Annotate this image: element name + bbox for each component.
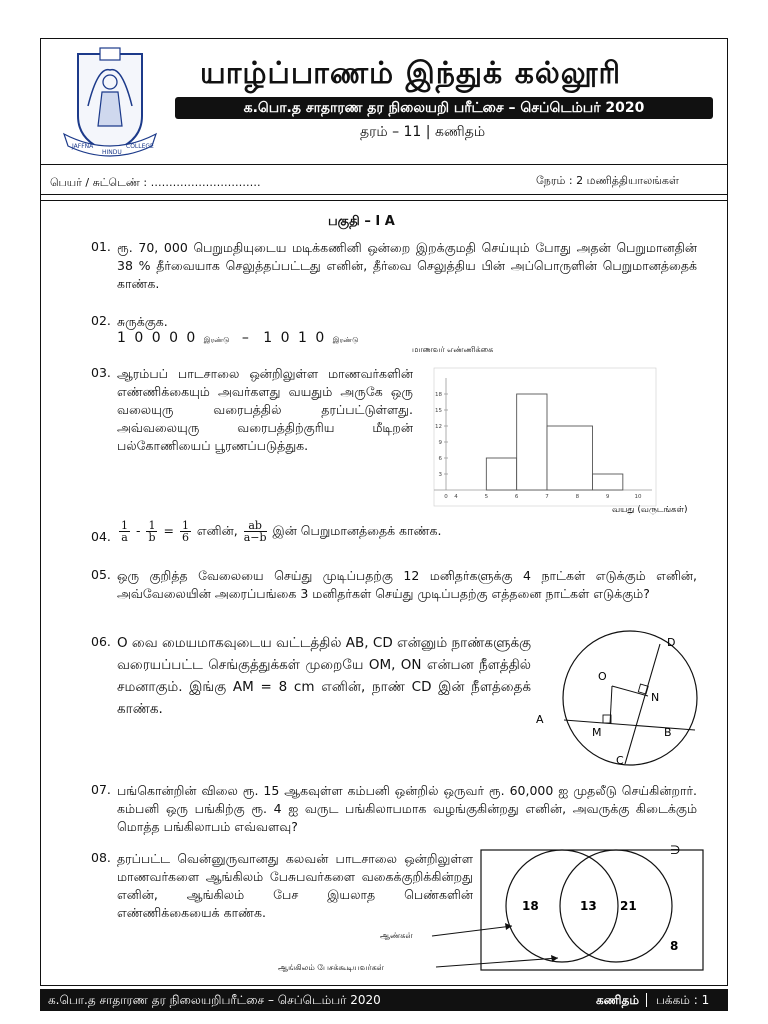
histogram-bar xyxy=(486,458,516,490)
school-name: யாழ்ப்பாணம் இந்துக் கல்லூரி xyxy=(200,56,622,91)
x-tick-label: 6 xyxy=(514,494,519,500)
arrow1 xyxy=(432,926,512,936)
histogram-ylabel: மாணவர் எண்ணிக்கை xyxy=(412,345,494,354)
q2-expression xyxy=(117,330,358,346)
q4-frac-3: $\frac{1}{6}$ xyxy=(181,519,189,544)
label-c: C xyxy=(616,754,624,767)
q3-text: ஆரம்பப் பாடசாலை ஒன்றிலுள்ள மாணவர்களின் எண்ணிக்கையும் அவர்களது வயதும் அருகே ஒரு வலையுரு வரைபத்தில் தரப்பட்டுள்ளது. அவ்வலையுரு வரைபத்திற்குரிய மீடிறன் பல்கோணியைப் பூரணப்படுத்துக. xyxy=(117,366,413,453)
time-label: நேரம் : 2 மணித்தியாலங்கள் xyxy=(536,174,679,187)
q4-frac-4: $\frac{ab}{a-b}$ xyxy=(243,519,267,544)
histogram-bar xyxy=(517,394,547,490)
label-a: A xyxy=(536,713,544,726)
q1-number: 01. xyxy=(91,239,111,254)
histogram-bar xyxy=(593,474,623,490)
q2-number: 02. xyxy=(91,313,111,328)
q4-number: 04. xyxy=(91,529,111,544)
venn-both-value: 13 xyxy=(580,899,597,913)
crest-text-mid: HINDU xyxy=(102,149,122,156)
name-field-label[interactable]: பெயர் / சுட்டெண் : ………………………… xyxy=(50,176,261,189)
venn-left-value: 18 xyxy=(522,899,539,913)
footer-left: க.பொ.த சாதாரண தர நிலையறிபரீட்சை – செப்டெம்பர் 2020 xyxy=(48,993,381,1007)
set-english xyxy=(560,850,672,962)
q7-text: பங்கொன்றின் விலை ரூ. 15 ஆகவுள்ள கம்பனி ஒன்றில் ஒருவர் ரூ. 60,000 ஐ முதலீடு செய்கின்றார். கம்பனி ஒரு பங்கிற்கு ரூ. 4 ஐ வருட பங்கிலாபமாக வழங்குகின்றது எனின், அவருக்கு கிடைக்கும் மொத்த பங்கிலாபம் எவ்வளவு? xyxy=(117,783,697,834)
x-tick-label: 7 xyxy=(545,494,549,500)
x-tick-label: 8 xyxy=(575,494,580,500)
q2-expr-a: 1 0 0 0 0 xyxy=(117,330,198,346)
exam-title: க.பொ.த சாதாரண தர நிலையறி பரீட்சை – செப்டெம்பர் 2020 xyxy=(175,97,713,119)
venn-outside-value: 8 xyxy=(670,939,679,953)
footer-bar xyxy=(40,989,728,1011)
q8-number: 08. xyxy=(91,850,111,865)
x-tick-label: 9 xyxy=(605,494,610,500)
q2-base-a: இரண்டு xyxy=(203,336,230,344)
label-o: O xyxy=(598,670,607,683)
q7-number: 07. xyxy=(91,782,111,797)
y-tick-label: 18 xyxy=(435,392,442,398)
q2-minus: – xyxy=(241,330,251,346)
y-tick-label: 12 xyxy=(435,424,442,430)
grade-subject: தரம் – 11 | கணிதம் xyxy=(360,124,486,140)
q5-number: 05. xyxy=(91,567,111,582)
q4-op-2: = xyxy=(163,523,174,538)
footer-subject: கணிதம் xyxy=(596,993,639,1007)
arrow2-label: ஆங்கிலம் பேசக்கூடியவர்கள் xyxy=(278,963,384,972)
school-crest-icon xyxy=(58,46,162,158)
q6-number: 06. xyxy=(91,634,111,649)
segment-on xyxy=(612,686,648,696)
arrow1-label: ஆண்கள் xyxy=(380,931,413,940)
chord-ab xyxy=(564,720,695,730)
section-title: பகுதி – I A xyxy=(328,214,395,229)
chord-cd xyxy=(625,644,660,764)
q4-mid: எனின், xyxy=(196,523,238,538)
x-tick-label: 10 xyxy=(634,494,642,500)
q2-base-b: இரண்டு xyxy=(332,336,359,344)
y-tick-label: 15 xyxy=(435,408,442,414)
footer-page: பக்கம் : 1 xyxy=(656,993,710,1007)
q4-frac-1: $\frac{1}{a}$ xyxy=(121,519,128,544)
q5-text: ஒரு குறித்த வேலையை செய்து முடிப்பதற்கு 12 மனிதர்களுக்கு 4 நாட்கள் எடுக்கும் எனின், அவ்வேலையின் அரைப்பங்கை 3 மனிதர்கள் செய்து முடிப்பதற்கு எத்தனை நாட்கள் எடுக்கும்? xyxy=(117,568,697,601)
arrow2 xyxy=(436,958,558,967)
histogram-xlabel: வயது (வருடங்கள்) xyxy=(612,505,688,515)
info-divider-2 xyxy=(40,200,728,201)
header-divider xyxy=(40,164,728,165)
label-b: B xyxy=(664,726,672,739)
q3-number: 03. xyxy=(91,365,111,380)
x-tick-label: 0 xyxy=(444,494,448,500)
y-tick-label: 6 xyxy=(438,456,442,462)
q4-frac-2: $\frac{1}{b}$ xyxy=(148,519,156,544)
label-n: N xyxy=(651,691,660,704)
venn-right-value: 21 xyxy=(620,899,637,913)
histogram-bar xyxy=(547,426,593,490)
q8-text: தரப்பட்ட வென்னுருவானது கலவன் பாடசாலை ஒன்றிலுள்ள மாணவர்களை ஆங்கிலம் பேசுபவர்களை வகைக்குறிக்கின்றது எனின், ஆங்கிலம் பேச இயலாத பெண்களின் எண்ணிக்கையைக் காண்க. xyxy=(117,851,473,920)
y-tick-label: 3 xyxy=(438,472,442,478)
x-tick-label: 4 xyxy=(454,494,458,500)
x-tick-label: 5 xyxy=(484,494,489,500)
q4-tail: இன் பெறுமானத்தைக் காண்க. xyxy=(272,523,442,538)
venn-diagram xyxy=(270,838,730,984)
label-m: M xyxy=(592,726,602,739)
label-d: D xyxy=(667,636,676,649)
q2-text: சுருக்குக. xyxy=(117,314,168,329)
circle-figure xyxy=(530,626,730,774)
q4-expression xyxy=(117,520,441,543)
q6-text: O வை மையமாகவுடைய வட்டத்தில் AB, CD என்னும் நாண்களுக்கு வரையப்பட்ட செங்குத்துக்கள் முறையே OM, ON என்பன நீளத்தில் சமனாகும். இங்கு AM = 8 cm எனின், நாண் CD இன் நீளத்தைக் காண்க. xyxy=(117,635,531,717)
histogram-chart xyxy=(412,340,732,518)
q1-text: ரூ. 70, 000 பெறுமதியுடைய மடிக்கணினி ஒன்றை இறக்குமதி செய்யும் போது அதன் பெறுமானதின் 38 % தீர்வையாக செலுத்தப்பட்டது எனின், தீர்வை செலுத்திய பின் அப்பொருளின் பெறுமானத்தைக் காண்க. xyxy=(117,240,697,291)
q2-expr-b: 1 0 1 0 xyxy=(263,330,327,346)
y-tick-label: 9 xyxy=(438,440,442,446)
info-divider xyxy=(40,194,728,195)
universal-symbol: ∋ xyxy=(670,843,681,857)
crest-text-left: JAFFNA xyxy=(72,143,94,150)
q4-op-1: - xyxy=(135,523,141,538)
crest-text-right: COLLEGE xyxy=(126,143,154,150)
